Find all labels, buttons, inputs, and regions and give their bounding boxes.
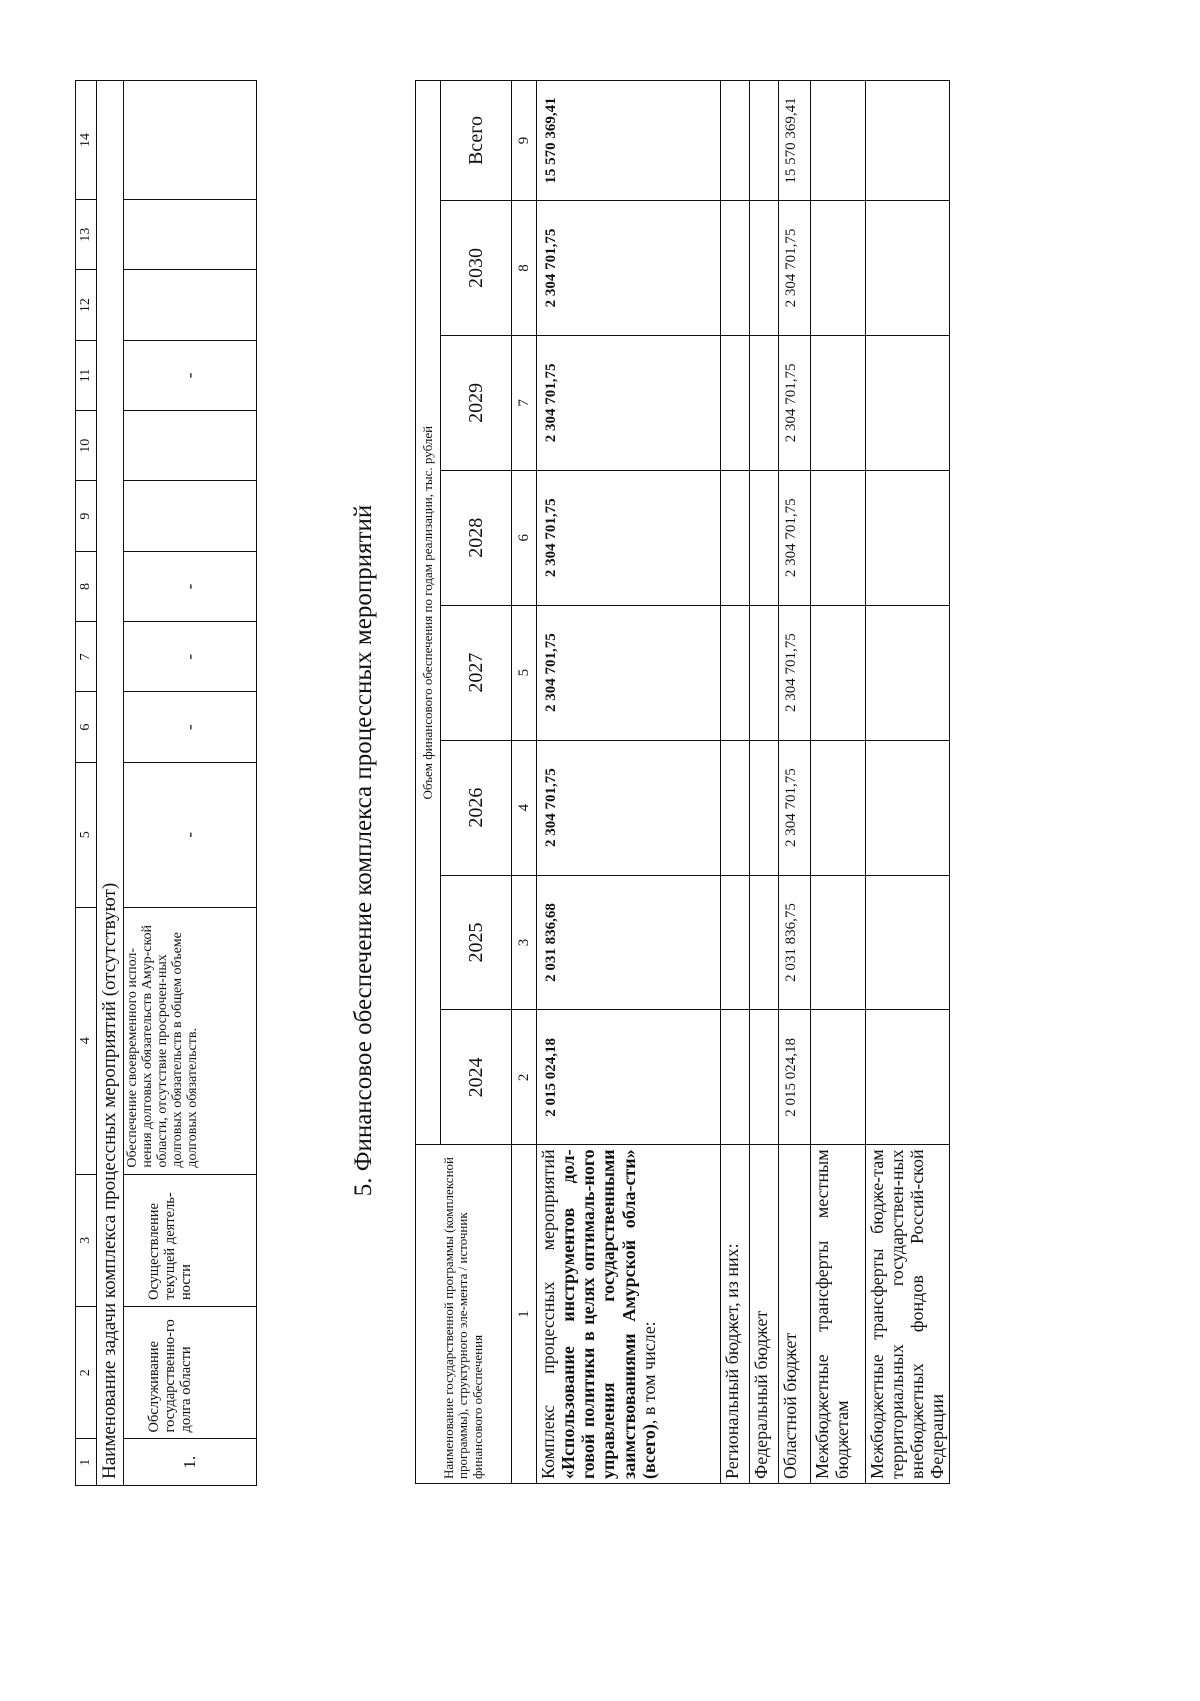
table-cell xyxy=(721,875,750,1010)
table-cell: 2 304 701,75 xyxy=(537,740,721,875)
table-cell xyxy=(750,605,779,740)
table-cell xyxy=(866,1010,950,1145)
group-header: Объем финансового обеспечения по годам реализации, тыс. рублей xyxy=(416,81,441,1145)
row-label: Региональный бюджет, из них: xyxy=(721,1145,750,1484)
table-cell xyxy=(124,200,257,270)
column-number: 8 xyxy=(76,551,97,621)
column-number: 8 xyxy=(512,201,537,336)
column-number: 4 xyxy=(76,907,97,1174)
label-tail: , в том числе: xyxy=(638,1321,659,1425)
column-number: 14 xyxy=(76,81,97,200)
table-cell xyxy=(811,81,866,201)
table-cell xyxy=(750,740,779,875)
table-cell: - xyxy=(124,551,257,621)
table-cell xyxy=(721,605,750,740)
column-number-row xyxy=(512,81,537,1484)
table-cell xyxy=(750,470,779,605)
row-label: Федеральный бюджет xyxy=(750,1145,779,1484)
row-label: Межбюджетные трансферты бюдже-там территориальных государствен-ных внебюджетных фондов Россий-ской Федерации xyxy=(866,1145,950,1484)
table-row xyxy=(537,81,721,1484)
table-cell xyxy=(721,470,750,605)
label-plain: Комплекс процессных мероприятий xyxy=(538,1149,558,1479)
column-number: 6 xyxy=(76,692,97,762)
table-row xyxy=(866,81,950,1484)
table-cell xyxy=(721,335,750,470)
table-cell xyxy=(124,411,257,481)
table-cell xyxy=(866,875,950,1010)
table-row xyxy=(721,81,750,1484)
column-number: 1 xyxy=(76,1439,97,1486)
table-cell xyxy=(811,335,866,470)
column-number: 9 xyxy=(76,481,97,551)
table-cell xyxy=(811,740,866,875)
year-header: 2027 xyxy=(441,605,512,740)
year-header: 2025 xyxy=(441,875,512,1010)
table-cell xyxy=(721,81,750,201)
header-row xyxy=(416,81,441,1484)
table-cell xyxy=(811,470,866,605)
table-cell xyxy=(750,81,779,201)
year-header: 2024 xyxy=(441,1010,512,1145)
table-cell: 2 304 701,75 xyxy=(537,335,721,470)
table-cell: 2 015 024,18 xyxy=(779,1010,811,1145)
year-header: 2030 xyxy=(441,201,512,336)
table-cell: - xyxy=(124,622,257,692)
table-cell xyxy=(721,740,750,875)
column-number: 9 xyxy=(512,81,537,201)
column-number: 12 xyxy=(76,270,97,340)
table-cell xyxy=(750,201,779,336)
task-title: Наименование задачи комплекса процессных мероприятий (отсутствуют) xyxy=(97,81,124,1486)
column-number: 5 xyxy=(76,762,97,907)
table-cell xyxy=(866,605,950,740)
table-cell xyxy=(866,201,950,336)
label-bold: «Использование инструментов дол-говой политики в целях оптималь-ного управления государственными заимствованиями Амурской обла-сти» (всего) xyxy=(558,1149,659,1479)
task-title-row xyxy=(97,81,124,1486)
column-number: 13 xyxy=(76,200,97,270)
column-number: 7 xyxy=(512,335,537,470)
table-cell xyxy=(811,875,866,1010)
table-cell xyxy=(866,470,950,605)
table-row xyxy=(811,81,866,1484)
table-cell: 2 304 701,75 xyxy=(537,201,721,336)
table-cell: - xyxy=(124,692,257,762)
table-cell: 2 031 836,68 xyxy=(537,875,721,1010)
column-number: 3 xyxy=(76,1174,97,1306)
table-cell: 2 015 024,18 xyxy=(537,1010,721,1145)
row-label: Областной бюджет xyxy=(779,1145,811,1484)
table-cell xyxy=(811,605,866,740)
column-number: 1 xyxy=(512,1145,537,1484)
table-cell xyxy=(124,270,257,340)
table-row xyxy=(750,81,779,1484)
year-header: 2029 xyxy=(441,335,512,470)
measure-type: Осуществление текущей деятель-ности xyxy=(124,1174,257,1306)
year-header: 2026 xyxy=(441,740,512,875)
total-header: Всего xyxy=(441,81,512,201)
column-number: 10 xyxy=(76,411,97,481)
table-cell xyxy=(124,481,257,551)
column-number: 3 xyxy=(512,875,537,1010)
table-cell: - xyxy=(124,762,257,907)
table-cell: 2 304 701,75 xyxy=(537,470,721,605)
row-label xyxy=(537,1145,721,1484)
table-cell xyxy=(750,335,779,470)
table-row xyxy=(779,81,811,1484)
expected-result: Обеспечение своевременного испол-нения долговых обязательств Амур-ской области, отсутствие просрочен-ных долговых обязательств в общем объеме долговых обязательств. xyxy=(124,907,257,1174)
table-cell: 2 304 701,75 xyxy=(779,605,811,740)
column-number: 2 xyxy=(512,1010,537,1145)
table-cell: 2 304 701,75 xyxy=(779,201,811,336)
table-cell xyxy=(124,81,257,200)
table-cell xyxy=(721,201,750,336)
table-cell xyxy=(750,875,779,1010)
section-title: 5. Финансовое обеспечение комплекса процессных мероприятий xyxy=(350,504,377,1197)
table-cell: 2 031 836,75 xyxy=(779,875,811,1010)
column-number-row xyxy=(76,81,97,1486)
table-cell: 2 304 701,75 xyxy=(779,335,811,470)
table-cell xyxy=(866,740,950,875)
row-label: Межбюджетные трансферты местным бюджетам xyxy=(811,1145,866,1484)
table-cell xyxy=(866,335,950,470)
column-number: 7 xyxy=(76,622,97,692)
table-row xyxy=(124,81,257,1486)
table-cell xyxy=(811,1010,866,1145)
financing-table xyxy=(415,80,950,1484)
measure-name: Обслуживание государственно-го долга области xyxy=(124,1307,257,1439)
table-cell: 2 304 701,75 xyxy=(537,605,721,740)
table-cell xyxy=(866,81,950,201)
column-number: 6 xyxy=(512,470,537,605)
row-number: 1. xyxy=(124,1439,257,1486)
table-cell: 15 570 369,41 xyxy=(779,81,811,201)
year-header: 2028 xyxy=(441,470,512,605)
head-label: Наименование государственной программы (комплексной программы), структурного эле-мента / источник финансового обеспечения xyxy=(416,1145,512,1484)
table-cell xyxy=(811,201,866,336)
table-cell: 15 570 369,41 xyxy=(537,81,721,201)
table-cell: 2 304 701,75 xyxy=(779,470,811,605)
column-number: 5 xyxy=(512,605,537,740)
process-measures-table xyxy=(75,80,257,1486)
table-cell xyxy=(750,1010,779,1145)
column-number: 11 xyxy=(76,340,97,410)
table-cell xyxy=(721,1010,750,1145)
column-number: 4 xyxy=(512,740,537,875)
column-number: 2 xyxy=(76,1307,97,1439)
table-cell: 2 304 701,75 xyxy=(779,740,811,875)
table-cell: - xyxy=(124,340,257,410)
